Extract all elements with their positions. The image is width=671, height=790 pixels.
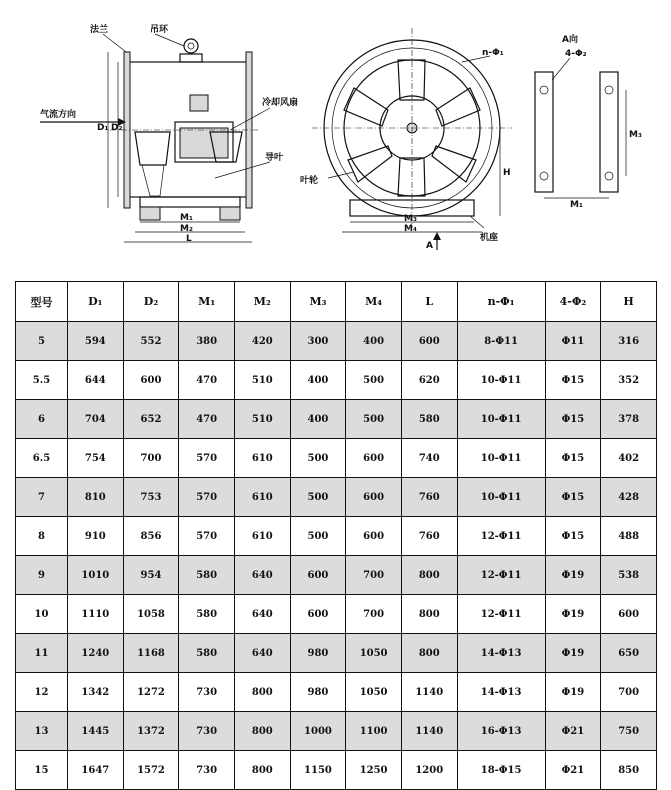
table-cell: 1100 [346,712,402,751]
table-cell: 1240 [68,634,124,673]
table-cell: 12-Φ11 [457,556,545,595]
table-cell: 1572 [123,751,179,790]
label-view-a: A向 [562,35,578,45]
table-cell: 730 [179,673,235,712]
side-view [40,23,298,244]
table-cell: 753 [123,478,179,517]
label-m1-side: M₁ [570,200,583,210]
table-cell: 600 [123,361,179,400]
table-cell: 980 [290,673,346,712]
table-cell: 730 [179,712,235,751]
table-cell: 760 [401,478,457,517]
table-cell: 15 [16,751,68,790]
table-cell: 420 [234,322,290,361]
table-cell: 1010 [68,556,124,595]
table-cell: 910 [68,517,124,556]
label-d1: D₁ [97,123,109,133]
table-cell: 1200 [401,751,457,790]
table-cell: 610 [234,517,290,556]
table-cell: 700 [601,673,657,712]
table-cell: 18-Φ15 [457,751,545,790]
table-cell: 1150 [290,751,346,790]
table-cell: Φ19 [545,595,601,634]
table-cell: 510 [234,400,290,439]
table-cell: 6.5 [16,439,68,478]
column-header: 4-Φ₂ [545,282,601,322]
table-header-row [16,282,657,322]
label-m3-front: M₃ [404,214,417,224]
table-cell: 600 [346,439,402,478]
table-cell: 1000 [290,712,346,751]
a-direction-view [535,33,642,210]
table-cell: 378 [601,400,657,439]
table-cell: 600 [290,556,346,595]
table-cell: 10-Φ11 [457,400,545,439]
label-m4: M₄ [404,224,417,234]
table-cell: 610 [234,478,290,517]
table-cell: 400 [346,322,402,361]
table-cell: 316 [601,322,657,361]
table-cell: 750 [601,712,657,751]
table-cell: 650 [601,634,657,673]
table-cell: 580 [179,634,235,673]
table-row [16,673,657,712]
table-cell: 600 [401,322,457,361]
table-cell: 538 [601,556,657,595]
table-cell: 1140 [401,673,457,712]
table-cell: 500 [290,478,346,517]
table-cell: 6 [16,400,68,439]
column-header: M₃ [290,282,346,322]
table-cell: 400 [290,361,346,400]
label-motor: 冷却风扇 [262,98,299,108]
label-arrow-a: A [426,241,433,251]
table-cell: 5.5 [16,361,68,400]
table-row [16,556,657,595]
table-cell: Φ15 [545,439,601,478]
table-cell: 300 [290,322,346,361]
table-cell: 570 [179,439,235,478]
table-cell: 800 [234,673,290,712]
table-cell: 14-Φ13 [457,634,545,673]
table-cell: 8-Φ11 [457,322,545,361]
table-cell: 510 [234,361,290,400]
table-cell: 600 [346,478,402,517]
table-cell: 594 [68,322,124,361]
table-cell: Φ19 [545,673,601,712]
label-holes: n-Φ₁ [482,48,504,58]
table-cell: 10-Φ11 [457,478,545,517]
table-cell: 644 [68,361,124,400]
table-cell: 12 [16,673,68,712]
table-cell: 400 [290,400,346,439]
table-cell: 810 [68,478,124,517]
label-impeller: 叶轮 [300,176,319,186]
table-cell: 1140 [401,712,457,751]
table-cell: 470 [179,400,235,439]
label-m3-side: M₃ [629,130,642,140]
label-m2: M₂ [180,224,193,234]
table-cell: 620 [401,361,457,400]
fan-technical-drawing [0,0,671,262]
table-cell: 488 [601,517,657,556]
table-cell: 500 [346,400,402,439]
table-cell: 570 [179,517,235,556]
table-cell: 16-Φ13 [457,712,545,751]
table-cell: 570 [179,478,235,517]
table-cell: 954 [123,556,179,595]
table-cell: 552 [123,322,179,361]
column-header: M₂ [234,282,290,322]
table-row [16,478,657,517]
table-cell: 730 [179,751,235,790]
table-row [16,751,657,790]
label-m1: M₁ [180,213,193,223]
table-cell: 740 [401,439,457,478]
table-cell: 5 [16,322,68,361]
table-cell: 600 [601,595,657,634]
column-header: n-Φ₁ [457,282,545,322]
table-cell: 380 [179,322,235,361]
table-cell: 610 [234,439,290,478]
table-row [16,400,657,439]
table-cell: 10-Φ11 [457,361,545,400]
column-header: H [601,282,657,322]
label-flange: 法兰 [90,25,109,35]
table-cell: 7 [16,478,68,517]
table-cell: 11 [16,634,68,673]
table-cell: 470 [179,361,235,400]
table-cell: Φ21 [545,751,601,790]
table-cell: 10-Φ11 [457,439,545,478]
front-view [300,28,512,251]
table-cell: 652 [123,400,179,439]
label-guide-vane: 导叶 [265,153,284,163]
table-cell: 580 [179,595,235,634]
table-cell: Φ19 [545,556,601,595]
label-base: 机座 [480,233,499,243]
label-airflow: 气流方向 [40,110,77,120]
table-cell: Φ15 [545,361,601,400]
table-cell: 700 [346,595,402,634]
table-row [16,517,657,556]
table-row [16,595,657,634]
table-cell: 760 [401,517,457,556]
table-cell: 800 [401,595,457,634]
table-cell: 640 [234,556,290,595]
table-cell: 980 [290,634,346,673]
table-cell: 8 [16,517,68,556]
label-d2: D₂ [111,123,123,133]
table-row [16,361,657,400]
table-cell: Φ21 [545,712,601,751]
label-l: L [186,234,192,244]
table-cell: 1110 [68,595,124,634]
table-row [16,634,657,673]
table-cell: 580 [401,400,457,439]
table-cell: 500 [290,439,346,478]
table-cell: 1342 [68,673,124,712]
table-cell: 700 [346,556,402,595]
table-cell: 600 [290,595,346,634]
table-cell: 1050 [346,673,402,712]
column-header: L [401,282,457,322]
table-cell: 500 [290,517,346,556]
table-cell: 9 [16,556,68,595]
label-h: H [503,168,511,178]
column-header: D₂ [123,282,179,322]
column-header: M₄ [346,282,402,322]
table-cell: 600 [346,517,402,556]
table-cell: 12-Φ11 [457,595,545,634]
table-cell: 12-Φ11 [457,517,545,556]
table-cell: Φ15 [545,400,601,439]
table-body [16,322,657,790]
table-cell: 704 [68,400,124,439]
table-cell: Φ19 [545,634,601,673]
table-cell: 402 [601,439,657,478]
column-header: 型号 [16,282,68,322]
label-bolt-holes: 4-Φ₂ [565,49,587,59]
column-header: D₁ [68,282,124,322]
table-cell: 754 [68,439,124,478]
table-row [16,322,657,361]
table-cell: 640 [234,595,290,634]
table-cell: 1058 [123,595,179,634]
table-cell: 13 [16,712,68,751]
table-cell: Φ15 [545,478,601,517]
table-row [16,712,657,751]
table-cell: 500 [346,361,402,400]
column-header: M₁ [179,282,235,322]
table-row [16,439,657,478]
table-cell: 352 [601,361,657,400]
table-cell: 10 [16,595,68,634]
table-cell: 800 [234,751,290,790]
table-cell: 580 [179,556,235,595]
table-cell: 1050 [346,634,402,673]
table-cell: Φ15 [545,517,601,556]
table-cell: 428 [601,478,657,517]
table-cell: 1372 [123,712,179,751]
table-cell: 850 [601,751,657,790]
spec-table [15,281,657,790]
label-lifting-ring: 吊环 [150,25,169,35]
table-cell: 856 [123,517,179,556]
table-cell: 1168 [123,634,179,673]
table-cell: 640 [234,634,290,673]
table-cell: 14-Φ13 [457,673,545,712]
table-cell: 800 [401,556,457,595]
table-cell: 1445 [68,712,124,751]
table-cell: 1647 [68,751,124,790]
table-cell: 700 [123,439,179,478]
table-cell: 800 [401,634,457,673]
table-cell: 1272 [123,673,179,712]
table-cell: 800 [234,712,290,751]
table-cell: 1250 [346,751,402,790]
table-cell: Φ11 [545,322,601,361]
